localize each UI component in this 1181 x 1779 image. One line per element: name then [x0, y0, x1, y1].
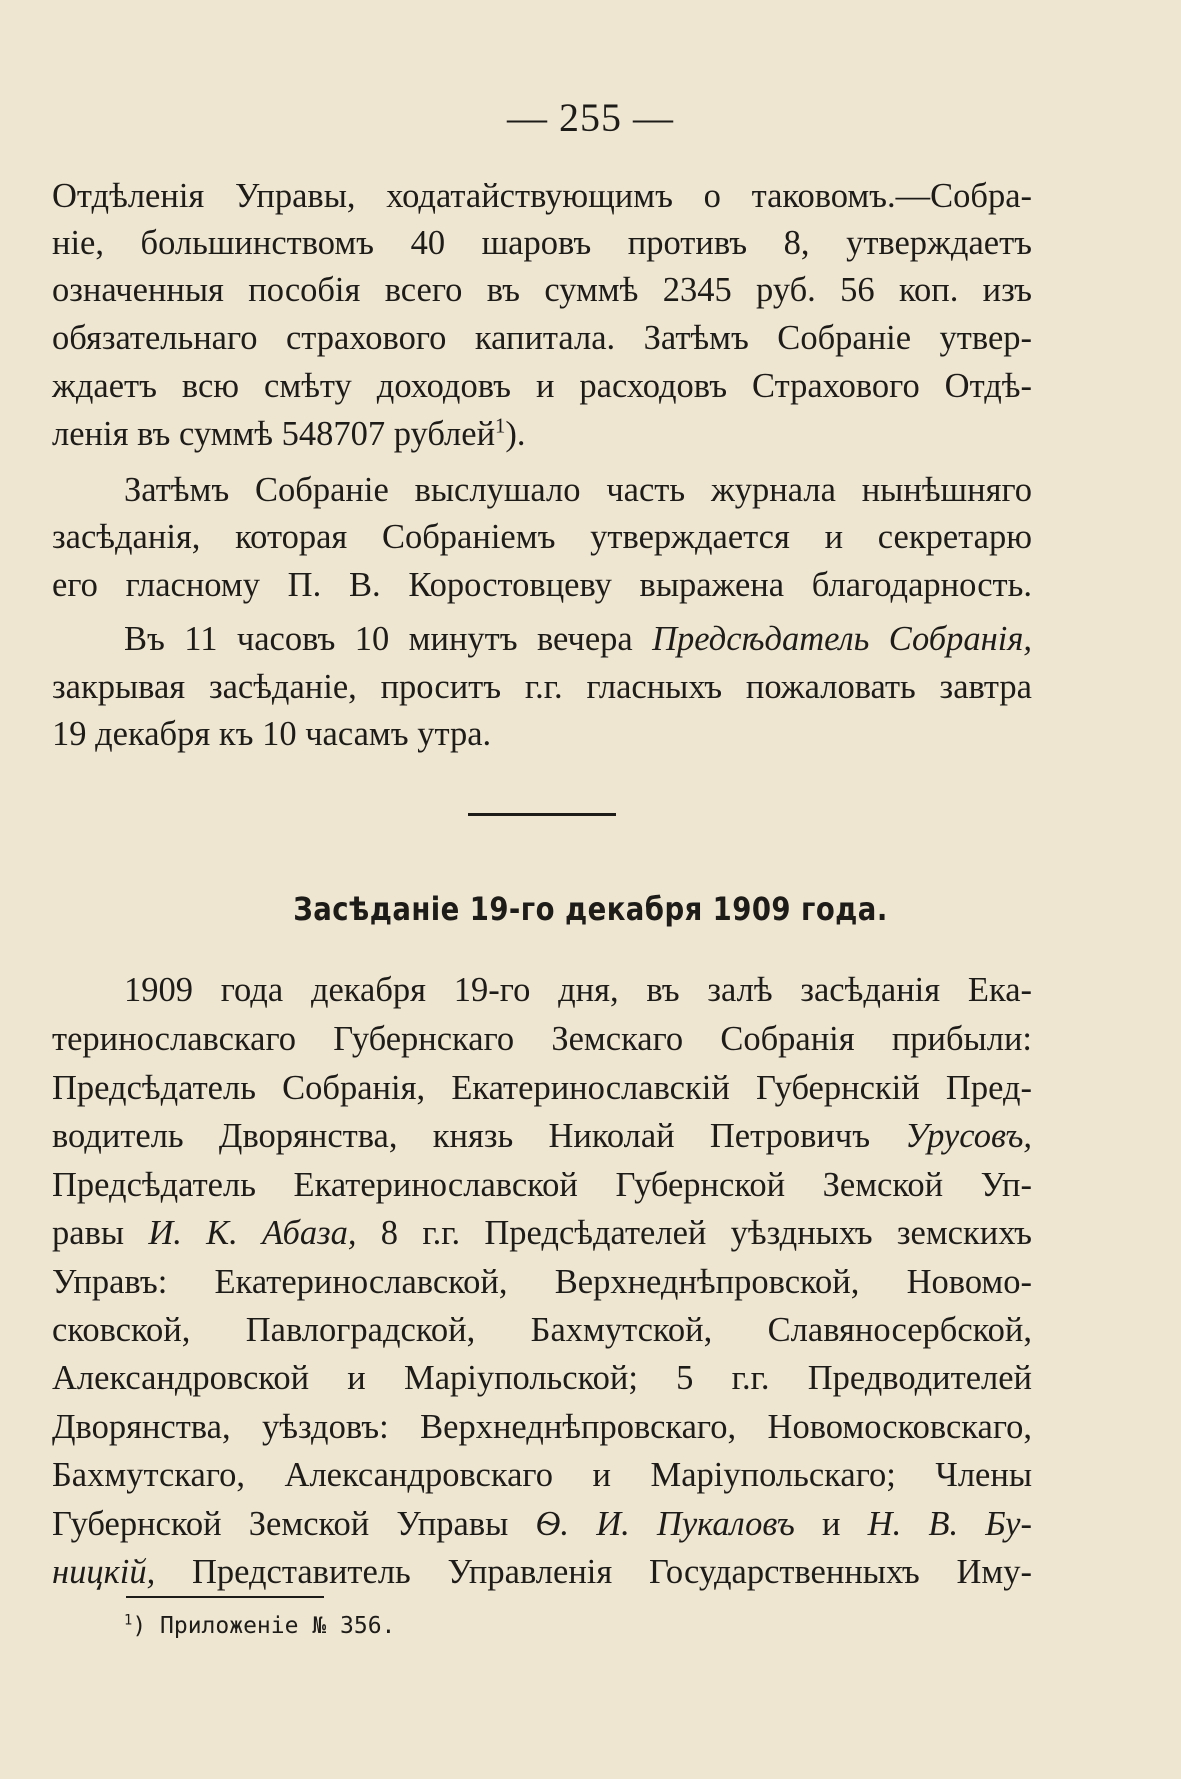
text-span: равы	[52, 1214, 149, 1252]
page-number: — 255 —	[507, 95, 674, 140]
footnote-mark: 1	[124, 1612, 133, 1629]
italic-name: И. К. Абаза,	[148, 1214, 357, 1252]
text-line: Управъ: Екатеринославской, Верхнеднѣпровской, Новомо-	[52, 1263, 1032, 1301]
text-line: 1909 года декабря 19-го дня, въ залѣ засѣданія Ека-	[124, 971, 1032, 1009]
text-span: ).	[505, 415, 526, 453]
text-span: Представитель Управленія Государственныхъ Иму-	[155, 1553, 1032, 1591]
text-line: ждаетъ всю смѣту доходовъ и расходовъ Страхового Отдѣ-	[52, 367, 1032, 405]
text-span: водитель Дворянства, князь Николай Петровичъ	[52, 1117, 906, 1155]
text-line: ніе, большинствомъ 40 шаровъ противъ 8, утверждаетъ	[52, 224, 1032, 262]
text-line	[52, 1542, 1032, 1602]
footnote-ref: 1	[495, 415, 506, 438]
text-line: теринославскаго Губернскаго Земскаго Собранія прибыли:	[52, 1020, 1032, 1058]
text-line: сковской, Павлоградской, Бахмутской, Славяносербской,	[52, 1311, 1032, 1349]
italic-name: Урусовъ,	[905, 1117, 1032, 1155]
text-line: Затѣмъ Собраніе выслушало часть журнала нынѣшняго	[124, 471, 1032, 509]
footnote-text: ) Приложеніе № 356.	[132, 1613, 396, 1639]
text-line: означенныя пособія всего въ суммѣ 2345 руб. 56 коп. изъ	[52, 271, 1032, 309]
text-line: закрывая засѣданіе, проситъ г.г. гласныхъ пожаловать завтра	[52, 668, 1032, 706]
section-heading: Засѣданіе 19-го декабря 1909 года.	[293, 890, 888, 928]
text-line: Александровской и Маріупольской; 5 г.г. Предводителей	[52, 1359, 1032, 1397]
text-line: его гласному П. В. Коростовцеву выражена благодарность.	[52, 566, 1032, 604]
text-line: Отдѣленія Управы, ходатайствующимъ о таковомъ.—Собра-	[52, 177, 1032, 215]
text-span: ленія въ суммѣ 548707 рублей	[52, 415, 496, 453]
text-line: Предсѣдатель Екатеринославской Губернской Земской Уп-	[52, 1166, 1032, 1204]
italic-name: Н. В. Бу-	[867, 1505, 1032, 1543]
text-line: Предсѣдатель Собранія, Екатеринославскій Губернскій Пред-	[52, 1069, 1032, 1107]
text-span: и	[794, 1505, 868, 1543]
text-line: засѣданія, которая Собраніемъ утверждается и секретарю	[52, 518, 1032, 556]
section-divider	[468, 813, 616, 816]
italic-name: Предсѣдатель Собранія,	[652, 620, 1033, 658]
text-line: Бахмутскаго, Александровскаго и Маріупольскаго; Члены	[52, 1456, 1032, 1494]
footnote	[124, 1608, 395, 1644]
footnote-divider	[126, 1596, 324, 1598]
italic-name: Ѳ. И. Пукаловъ	[535, 1505, 795, 1543]
text-line: обязательнаго страхового капитала. Затѣмъ Собраніе утвер-	[52, 319, 1032, 357]
text-line	[52, 404, 1032, 464]
text-span: 8 г.г. Предсѣдателей уѣздныхъ земскихъ	[356, 1214, 1032, 1252]
text-line: Дворянства, уѣздовъ: Верхнеднѣпровскаго, Новомосковскаго,	[52, 1408, 1032, 1446]
text-line: 19 декабря къ 10 часамъ утра.	[52, 715, 492, 753]
italic-name: ницкій,	[52, 1553, 156, 1591]
text-span: Губернской Земской Управы	[52, 1505, 536, 1543]
text-span: Въ 11 часовъ 10 минутъ вечера	[124, 620, 653, 658]
